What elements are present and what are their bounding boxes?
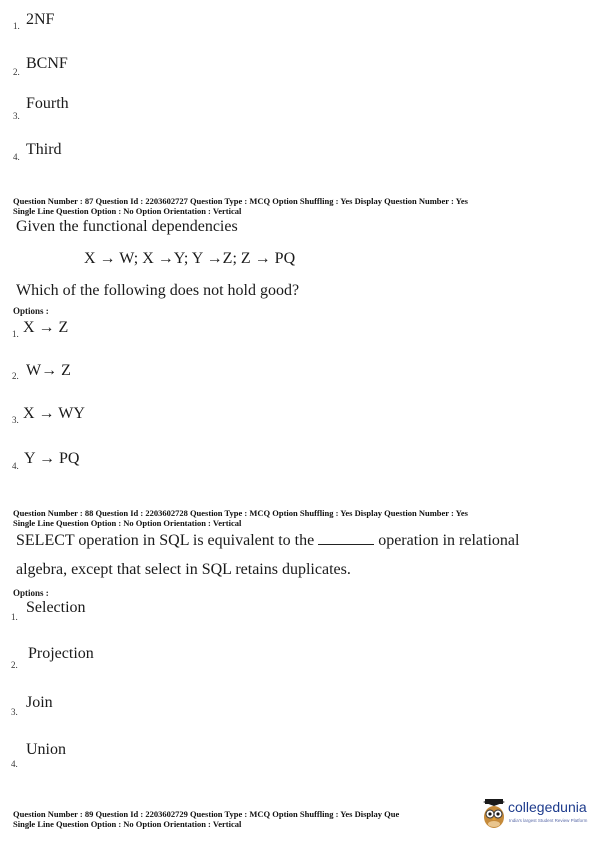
option-text: Union — [26, 741, 66, 758]
option-number: 4. — [13, 152, 20, 162]
options-label: Options : — [13, 306, 49, 316]
question-meta: Single Line Question Option : No Option Orientation : Vertical — [13, 819, 242, 829]
option-text: Selection — [26, 599, 86, 616]
option-text: W→ Z — [26, 362, 71, 379]
option-text: X → WY — [23, 405, 85, 422]
dependencies-text: X → W; X →Y; Y →Z; Z → PQ — [84, 250, 296, 267]
question-meta: Question Number : 87 Question Id : 2203602727 Question Type : MCQ Option Shuffling : Yes Display Question Number : Yes — [13, 196, 468, 206]
question-meta: Single Line Question Option : No Option Orientation : Vertical — [13, 518, 242, 528]
brand-name: collegedunia — [508, 799, 587, 815]
option-text: X → Z — [23, 319, 69, 336]
option-number: 1. — [13, 21, 20, 31]
option-number: 2. — [11, 660, 18, 670]
option-text: Fourth — [26, 95, 69, 112]
collegedunia-logo — [482, 797, 592, 833]
option-number: 3. — [11, 707, 18, 717]
option-number: 3. — [13, 111, 20, 121]
question-text-part: SELECT operation in SQL is equivalent to the — [16, 532, 315, 549]
option-number: 1. — [12, 329, 19, 339]
owl-mascot-icon — [482, 799, 506, 829]
option-text: Projection — [28, 645, 94, 662]
question-meta: Question Number : 88 Question Id : 2203602728 Question Type : MCQ Option Shuffling : Yes Display Question Number : Yes — [13, 508, 468, 518]
question-meta: Single Line Question Option : No Option Orientation : Vertical — [13, 206, 242, 216]
question-text: algebra, except that select in SQL retains duplicates. — [16, 561, 351, 578]
brand-tagline: India's largest Student Review Platform — [509, 818, 588, 823]
option-number: 1. — [11, 612, 18, 622]
option-text: BCNF — [26, 55, 68, 72]
question-meta: Question Number : 89 Question Id : 2203602729 Question Type : MCQ Option Shuffling : Yes Display Que — [13, 809, 400, 819]
question-text-part: operation in relational — [378, 532, 520, 549]
question-text — [16, 532, 519, 550]
question-text: Given the functional dependencies — [16, 218, 238, 235]
options-label: Options : — [13, 588, 49, 598]
option-number: 2. — [12, 371, 19, 381]
question-text: Which of the following does not hold good? — [16, 282, 300, 299]
option-number: 4. — [12, 461, 19, 471]
option-text: 2NF — [26, 11, 55, 28]
option-text: Third — [26, 141, 62, 158]
option-number: 3. — [12, 415, 19, 425]
option-text: Y → PQ — [24, 450, 80, 467]
option-number: 4. — [11, 759, 18, 769]
option-number: 2. — [13, 67, 20, 77]
option-text: Join — [26, 694, 53, 711]
answer-blank — [318, 543, 374, 545]
